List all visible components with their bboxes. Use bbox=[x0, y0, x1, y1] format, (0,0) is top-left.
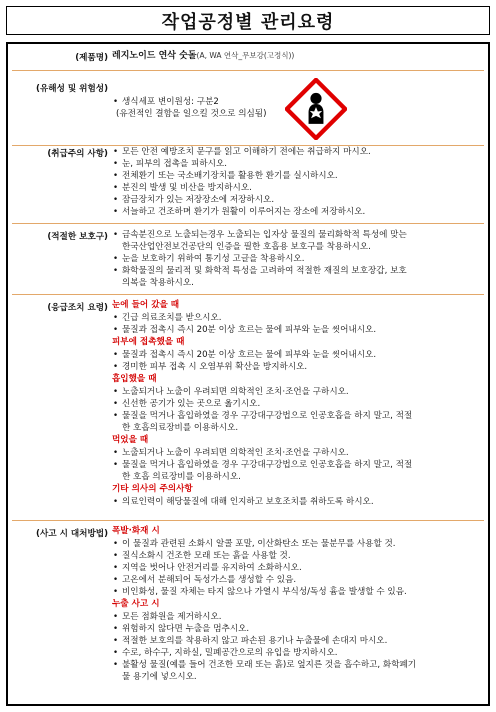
list-item-text: • 이 물질과 관련된 소화시 알콜 포말, 이산화탄소 또는 물분무를 사용할 것. bbox=[122, 539, 396, 549]
list-item-text: • 물질을 먹거나 흡입하였을 경우 구강대구강법으로 인공호흡을 하지 말고, 적절 bbox=[122, 460, 413, 470]
product-label: (제품명) bbox=[75, 53, 108, 63]
protection-label: (적절한 보호구) bbox=[47, 232, 108, 242]
list-item bbox=[112, 146, 480, 158]
list-item bbox=[112, 550, 480, 562]
list-item bbox=[112, 410, 480, 434]
document-title: 작업공정별 관리요령 bbox=[6, 6, 490, 35]
list-item-text: 한 호흡의료장비를 이용하시오. bbox=[122, 423, 239, 433]
list-item bbox=[112, 398, 480, 410]
management-table bbox=[6, 42, 490, 706]
list-item bbox=[112, 158, 480, 170]
product-detail: (A, WA 연삭_무보강(고정식)) bbox=[196, 51, 295, 60]
list-item-text: • 적절한 보호의를 착용하지 않고 파손된 용기나 누출물에 손대지 마시오. bbox=[122, 636, 388, 646]
list-item bbox=[112, 562, 480, 574]
list-item bbox=[112, 586, 480, 598]
list-item-text: • 노출되거나 노출이 우려되면 의학적인 조치·조언을 구하시오. bbox=[122, 448, 349, 458]
list-item bbox=[112, 361, 480, 373]
list-item bbox=[112, 447, 480, 459]
subsection-heading: 먹었을 때 bbox=[112, 435, 149, 445]
list-item-text: • 화학물질의 물리적 및 화학적 특성을 고려하여 적절한 재질의 보호장갑, 보호 bbox=[122, 266, 407, 276]
divider bbox=[12, 70, 484, 71]
list-item bbox=[112, 459, 480, 483]
list-item-text: • 물질과 접촉시 즉시 20분 이상 흐르는 물에 피부와 눈을 씻어내시오. bbox=[122, 325, 377, 335]
list-item bbox=[112, 635, 480, 647]
list-item-text: • 잠금장치가 있는 저장장소에 저장하시오. bbox=[122, 195, 275, 205]
divider bbox=[12, 520, 484, 521]
hazard-item: • 생식세포 변이원성: 구분2 bbox=[112, 96, 282, 108]
product-name: 레지노이드 연삭 숫돌 bbox=[112, 51, 197, 61]
list-item-text: 한국산업안전보건공단의 인증을 필한 호흡용 보호구를 착용하시오. bbox=[122, 242, 371, 252]
list-item-text: • 고온에서 분해되어 독성가스를 생성할 수 있음. bbox=[122, 575, 297, 585]
divider bbox=[12, 223, 484, 224]
first-aid-label: (응급조치 요령) bbox=[47, 303, 108, 313]
list-item-text: • 전체환기 또는 국소배기장치를 활용한 환기를 실시하시오. bbox=[122, 171, 338, 181]
list-item-text: • 경미한 피부 접촉 시 오염부위 확산을 방지하시오. bbox=[122, 362, 308, 372]
list-item bbox=[112, 170, 480, 182]
list-item bbox=[112, 182, 480, 194]
list-item-text: 의복을 착용하시오. bbox=[122, 278, 194, 288]
accident-list bbox=[112, 525, 480, 683]
hazard-label: (유해성 및 위험성) bbox=[36, 84, 108, 94]
list-item-text: • 수로, 하수구, 지하실, 밀폐공간으로의 유입을 방지하시오. bbox=[122, 648, 338, 658]
list-item bbox=[112, 647, 480, 659]
list-item bbox=[112, 496, 480, 508]
list-item-text: • 서늘하고 건조하며 환기가 원활이 이루어지는 장소에 저장하시오. bbox=[122, 207, 366, 217]
list-item bbox=[112, 206, 480, 218]
list-item-text: • 눈을 보호하기 위하여 통기성 고글을 착용하시오. bbox=[122, 254, 305, 264]
divider bbox=[12, 294, 484, 295]
list-item bbox=[112, 386, 480, 398]
list-item bbox=[112, 349, 480, 361]
list-item bbox=[112, 229, 480, 253]
list-item bbox=[112, 611, 480, 623]
first-aid-list bbox=[112, 299, 480, 508]
list-item-text: • 위험하지 않다면 누출을 멈추시오. bbox=[122, 624, 250, 634]
accident-label: (사고 시 대처방법) bbox=[36, 529, 108, 539]
subsection-heading: 피부에 접촉했을 때 bbox=[112, 337, 185, 347]
subsection-heading: 폭발·화재 시 bbox=[112, 526, 160, 536]
list-item-text: • 모든 점화원을 제거하시오. bbox=[122, 612, 222, 622]
list-item-text: • 질식소화시 건조한 모래 또는 흙을 사용할 것. bbox=[122, 551, 291, 561]
handling-label: (취급주의 사항) bbox=[47, 149, 108, 159]
list-item-text: • 불활성 물질(예를 들어 건조한 모래 또는 흙)로 엎지른 것을 흡수하고, 화학폐기 bbox=[122, 660, 417, 670]
list-item bbox=[112, 265, 480, 289]
list-item-text: • 모든 안전 예방조치 문구를 읽고 이해하기 전에는 취급하지 마시오. bbox=[122, 147, 371, 157]
subsection-heading: 흡입했을 때 bbox=[112, 374, 157, 384]
hazard-section bbox=[8, 78, 488, 142]
protection-list bbox=[112, 229, 480, 289]
list-item bbox=[112, 659, 480, 683]
list-item-text: • 물질을 먹거나 흡입하였을 경우 구강대구강법으로 인공호흡을 하지 말고, 적절 bbox=[122, 411, 413, 421]
subsection-heading: 기타 의사의 주의사항 bbox=[112, 484, 193, 494]
health-hazard-icon bbox=[285, 78, 347, 140]
handling-list bbox=[112, 146, 480, 218]
list-item-text: • 의료인력이 해당물질에 대해 인지하고 보호조치를 취하도록 하시오. bbox=[122, 497, 374, 507]
subsection-heading: 눈에 들어 갔을 때 bbox=[112, 300, 180, 310]
list-item-text: • 신선한 공기가 있는 곳으로 옮기시오. bbox=[122, 399, 261, 409]
list-item-text: 물 용기에 넣으시오. bbox=[122, 672, 197, 682]
list-item bbox=[112, 324, 480, 336]
list-item-text: • 긴급 의료조치를 받으시오. bbox=[122, 313, 222, 323]
list-item-text: • 분진의 발생 및 비산을 방지하시오. bbox=[122, 183, 252, 193]
list-item-text: • 지역을 벗어나 안전거리를 유지하여 소화하시오. bbox=[122, 563, 302, 573]
list-item-text: • 물질과 접촉시 즉시 20분 이상 흐르는 물에 피부와 눈을 씻어내시오. bbox=[122, 350, 377, 360]
subsection-heading: 누출 사고 시 bbox=[112, 599, 160, 609]
list-item-text: • 비인화성, 물질 자체는 타지 않으나 가열시 부식성/독성 흄을 발생할 수 있음. bbox=[122, 587, 407, 597]
hazard-item-note: (유전적인 결함을 일으킬 것으로 의심됨) bbox=[116, 109, 267, 119]
list-item bbox=[112, 312, 480, 324]
list-item-text: • 금속분진으로 노출되는경우 노출되는 입자상 물질의 물리화학적 특성에 맞는 bbox=[122, 230, 407, 240]
list-item-text: 한 호흡 의료장비를 이용하시오. bbox=[122, 472, 241, 482]
list-item bbox=[112, 623, 480, 635]
list-item bbox=[112, 538, 480, 550]
list-item-text: • 노출되거나 노출이 우려되면 의학적인 조치·조언을 구하시오. bbox=[122, 387, 349, 397]
list-item-text: • 눈, 피부의 접촉을 피하시오. bbox=[122, 159, 227, 169]
list-item bbox=[112, 194, 480, 206]
list-item bbox=[112, 574, 480, 586]
list-item bbox=[112, 253, 480, 265]
